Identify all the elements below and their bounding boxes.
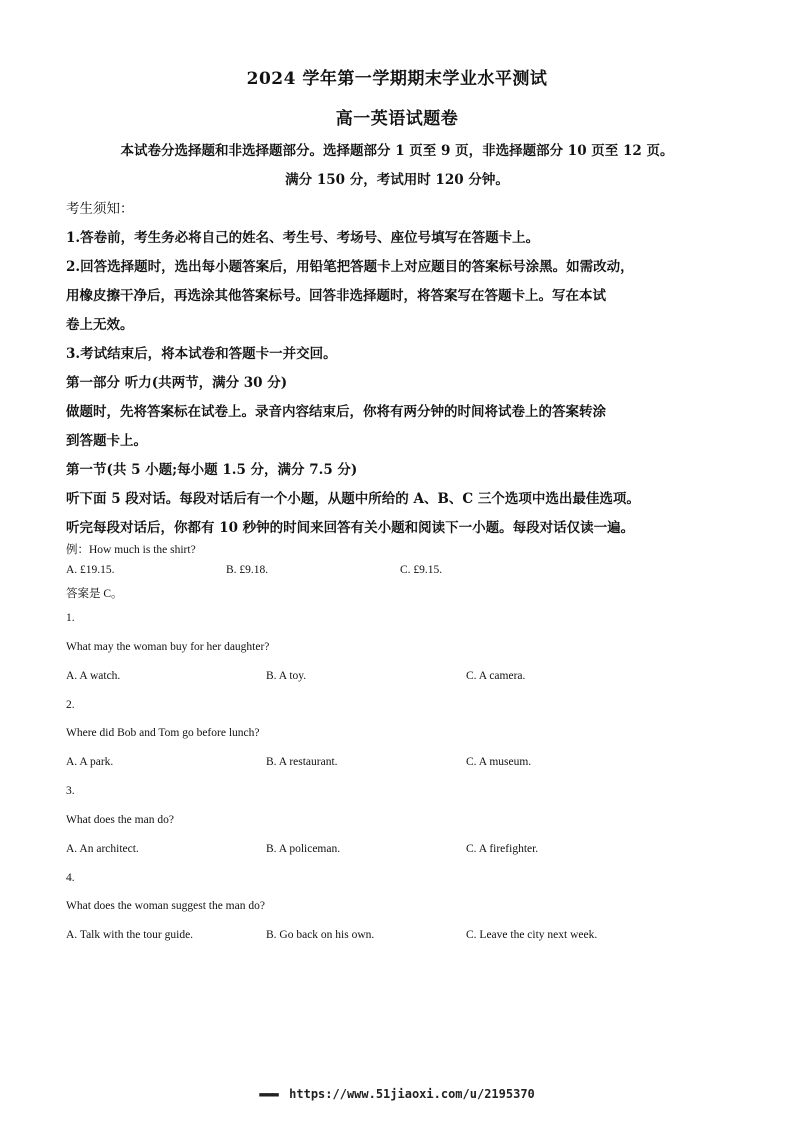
example-question: 例：How much is the shirt? [66,544,196,556]
footer-url[interactable]: https://www.51jiaoxi.com/u/2195370 [289,1087,535,1101]
exam-title: 2024 学年第一学期期末学业水平测试 [246,69,548,89]
question-option-b: B. Go back on his own. [266,929,375,941]
question-option-c: C. A museum. [466,756,532,768]
footer-prefix: ▬▬▬ [259,1087,278,1101]
example-option-c: C. £9.15. [400,564,443,576]
question-number: 4. [66,872,75,884]
question-number: 1. [66,612,75,624]
example-option-b: B. £9.18. [226,564,269,576]
question-text: Where did Bob and Tom go before lunch? [66,727,260,739]
notice-item-2-line3: 卷上无效。 [66,317,134,333]
example-option-a: A. £19.15. [66,564,115,576]
notice-item-2-line1: 2.回答选择题时，选出每小题答案后，用铅笔把答题卡上对应题目的答案标号涂黑。如需改动， [66,259,634,275]
exam-info-line2: 满分 150 分，考试用时 120 分钟。 [285,172,509,188]
part1-desc-line1: 做题时，先将答案标在试卷上。录音内容结束后，你将有两分钟的时间将试卷上的答案转涂 [66,404,606,420]
part1-heading: 第一部分 听力(共两节，满分 30 分) [66,375,288,391]
question-option-a: A. A park. [66,756,114,768]
example-answer: 答案是 C。 [66,588,123,600]
question-option-c: C. A firefighter. [466,843,539,855]
exam-subtitle: 高一英语试题卷 [335,109,459,129]
notice-item-1: 1.答卷前，考生务必将自己的姓名、考生号、考场号、座位号填写在答题卡上。 [66,230,540,246]
question-option-b: B. A toy. [266,670,307,682]
question-option-a: A. An architect. [66,843,139,855]
notice-item-3: 3.考试结束后，将本试卷和答题卡一并交回。 [66,346,337,362]
question-number: 3. [66,785,75,797]
notice-item-2-line2: 用橡皮擦干净后，再选涂其他答案标号。回答非选择题时，将答案写在答题卡上。写在本试 [66,288,606,304]
question-option-a: A. Talk with the tour guide. [66,929,194,941]
question-text: What may the woman buy for her daughter? [66,641,270,653]
question-text: What does the woman suggest the man do? [66,900,265,912]
part1-desc-line2: 到答题卡上。 [66,433,147,449]
question-option-b: B. A restaurant. [266,756,338,768]
question-option-c: C. A camera. [466,670,526,682]
section1-heading: 第一节(共 5 小题;每小题 1.5 分，满分 7.5 分) [66,462,358,478]
footer-watermark [0,1087,794,1101]
question-option-c: C. Leave the city next week. [466,929,598,941]
exam-info-line1: 本试卷分选择题和非选择题部分。选择题部分 1 页至 9 页，非选择题部分 10 页至 12 页。 [120,143,674,159]
question-number: 2. [66,699,75,711]
notice-heading: 考生须知： [66,201,134,217]
section1-desc-line1: 听下面 5 段对话。每段对话后有一个小题，从题中所给的 A、B、C 三个选项中选出最佳选项。 [66,491,640,507]
question-text: What does the man do? [66,814,174,826]
question-option-b: B. A policeman. [266,843,341,855]
question-option-a: A. A watch. [66,670,121,682]
section1-desc-line2: 听完每段对话后，你都有 10 秒钟的时间来回答有关小题和阅读下一小题。每段对话仅读一遍。 [66,520,635,536]
